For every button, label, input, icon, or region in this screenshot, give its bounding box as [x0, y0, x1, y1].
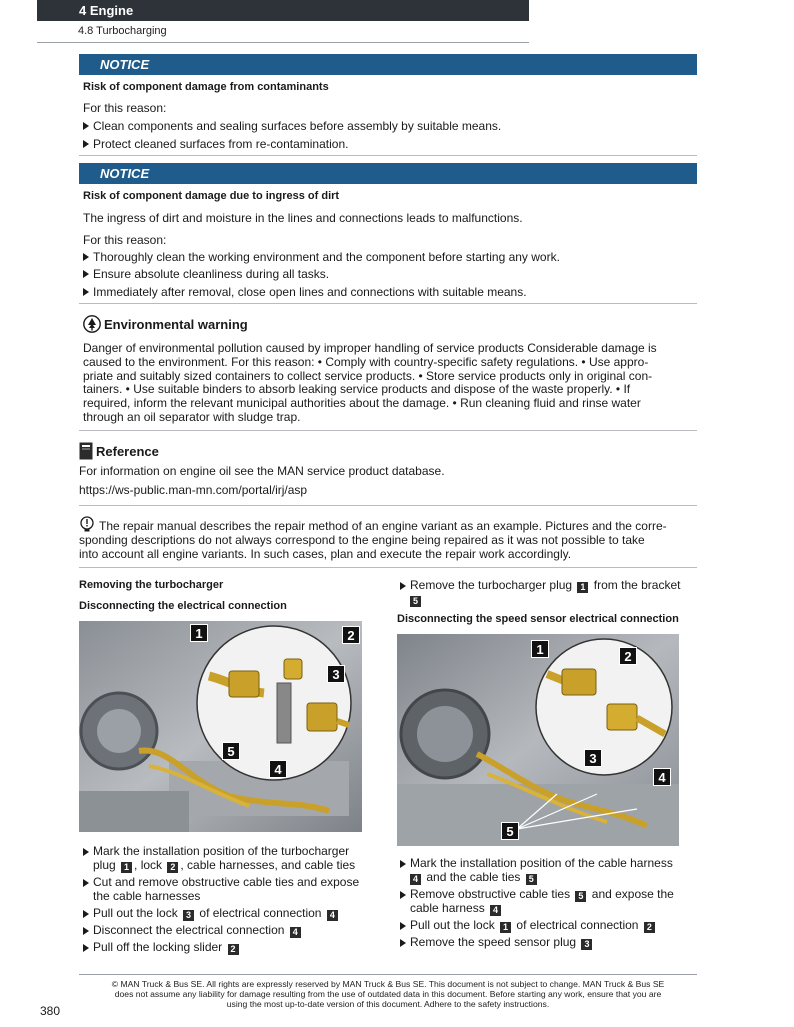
- environmental-warning-header: [83, 315, 248, 333]
- legend-key: 5: [410, 596, 421, 607]
- step-item: Remove the speed sensor plug 3: [400, 936, 594, 950]
- legend-key: 1: [121, 862, 132, 873]
- divider: [79, 505, 697, 506]
- bullet-arrow-icon: [400, 922, 406, 930]
- callout-1: 1: [531, 640, 549, 658]
- page-number: 380: [40, 1004, 61, 1018]
- notice-title: Risk of component damage due to ingress of dirt: [83, 190, 340, 202]
- notice-bullet: Immediately after removal, close open lines and connections with suitable means.: [83, 285, 527, 299]
- reference-header: [79, 442, 159, 460]
- callout-5: 5: [501, 822, 519, 840]
- bullet-arrow-icon: [83, 140, 89, 148]
- step-item: Pull off the locking slider 2: [83, 941, 241, 955]
- legend-key: 4: [327, 910, 338, 921]
- bullet-arrow-icon: [400, 939, 406, 947]
- notice-bullet: Clean components and sealing surfaces before assembly by suitable means.: [83, 119, 501, 133]
- environmental-warning-title: Environmental warning: [104, 316, 248, 332]
- legend-key: 3: [183, 910, 194, 921]
- header-divider: [37, 42, 529, 43]
- bullet-arrow-icon: [83, 927, 89, 935]
- reference-text: For information on engine oil see the MAN service product database.: [79, 464, 445, 478]
- notice-banner: NOTICE: [79, 54, 697, 75]
- step-item: Mark the installation position of the cable harness 4 and the cable ties 5: [400, 857, 673, 885]
- bullet-arrow-icon: [83, 253, 89, 261]
- callout-4: 4: [269, 760, 287, 778]
- procedure-heading: Removing the turbocharger: [79, 579, 224, 591]
- legend-key: 4: [490, 905, 501, 916]
- divider: [79, 155, 697, 156]
- speed-sensor-connection-photo: [397, 634, 679, 846]
- notice-banner: NOTICE: [79, 163, 697, 184]
- bullet-arrow-icon: [400, 891, 406, 899]
- notice-bullet: Protect cleaned surfaces from re-contamination.: [83, 137, 348, 151]
- procedure-subheading: Disconnecting the electrical connection: [79, 600, 287, 612]
- turbocharger-connection-photo: [79, 621, 362, 832]
- legend-key: 2: [167, 862, 178, 873]
- chapter-header: 4 Engine: [37, 0, 529, 21]
- bullet-arrow-icon: [83, 122, 89, 130]
- callout-2: 2: [619, 647, 637, 665]
- notice-bullet: Thoroughly clean the working environment and the component before starting any work.: [83, 250, 560, 264]
- notice-intro: For this reason:: [83, 233, 167, 247]
- procedure-subheading: Disconnecting the speed sensor electrical connection: [397, 613, 679, 625]
- divider: [79, 303, 697, 304]
- notice-body: The ingress of dirt and moisture in the lines and connections leads to malfunctions.: [83, 211, 523, 225]
- step-item: Pull out the lock 3 of electrical connection 4: [83, 907, 340, 921]
- bullet-arrow-icon: [83, 944, 89, 952]
- notice-intro: For this reason:: [83, 101, 167, 115]
- notice-bullet: Ensure absolute cleanliness during all tasks.: [83, 267, 329, 281]
- step-item: Remove obstructive cable ties 5 and expose the cable harness 4: [400, 888, 674, 916]
- callout-3: 3: [584, 749, 602, 767]
- environmental-warning-text: Danger of environmental pollution caused by improper handling of service products Considerable damage is caused to the environment. For this reason: • Comply with country-specific safety regulations. • Use appro- priate and suitably sized containers to collect service products. • Store service products only in original con- tainers. • Use suitable binders to absorb leaking service products and dispose of the waste properly. • If required, inform the relevant municipal authorities about the damage. • Run cleaning fluid and rinse water through an oil separator with sludge trap.: [83, 341, 657, 424]
- tip-text: The repair manual describes the repair method of an engine variant as an example. Pictures and the corre- sponding descriptions do not always correspond to the engine being repaired as it was not possible to take into account all engine variants. In such cases, plan and execute the repair work accordingly.: [79, 519, 667, 561]
- bullet-arrow-icon: [400, 582, 406, 590]
- legend-key: 4: [290, 927, 301, 938]
- legend-key: 4: [410, 874, 421, 885]
- callout-3: 3: [327, 665, 345, 683]
- callout-4: 4: [653, 768, 671, 786]
- callout-2: 2: [342, 626, 360, 644]
- bullet-arrow-icon: [83, 910, 89, 918]
- divider: [79, 567, 697, 568]
- legend-key: 5: [575, 891, 586, 902]
- reference-url[interactable]: https://ws-public.man-mn.com/portal/irj/asp: [79, 483, 308, 497]
- reference-title: Reference: [96, 443, 159, 459]
- legend-key: 1: [500, 922, 511, 933]
- bullet-arrow-icon: [83, 879, 89, 887]
- step-item: Pull out the lock 1 of electrical connection 2: [400, 919, 657, 933]
- legend-key: 1: [577, 582, 588, 593]
- section-title: 4.8 Turbocharging: [78, 25, 167, 37]
- step-item: Mark the installation position of the turbocharger plug 1 , lock 2 , cable harnesses, and cable ties: [83, 845, 355, 873]
- book-icon: [79, 442, 93, 460]
- copyright-notice: © MAN Truck & Bus SE. All rights are expressly reserved by MAN Truck & Bus SE. This document is not subject to change. MAN Truck & Bus SE does not assume any liability for damage resulting from the use of outdated data in this document. Before starting any work, ensure that you are using the most up-to-date version of this document. Adhere to the safety instructions.: [111, 979, 665, 1009]
- step-item: Remove the turbocharger plug 1 from the bracket 5: [400, 579, 680, 607]
- bullet-arrow-icon: [83, 288, 89, 296]
- bullet-arrow-icon: [83, 270, 89, 278]
- bullet-arrow-icon: [83, 848, 89, 856]
- legend-key: 2: [228, 944, 239, 955]
- notice-title: Risk of component damage from contaminants: [83, 81, 329, 93]
- footer-divider: [79, 974, 697, 975]
- bullet-arrow-icon: [400, 860, 406, 868]
- step-item: Cut and remove obstructive cable ties and expose the cable harnesses: [83, 876, 359, 903]
- legend-key: 5: [526, 874, 537, 885]
- divider: [79, 430, 697, 431]
- callout-5: 5: [222, 742, 240, 760]
- legend-key: 3: [581, 939, 592, 950]
- step-item: Disconnect the electrical connection 4: [83, 924, 303, 938]
- callout-1: 1: [190, 624, 208, 642]
- legend-key: 2: [644, 922, 655, 933]
- environment-tree-icon: [83, 315, 101, 333]
